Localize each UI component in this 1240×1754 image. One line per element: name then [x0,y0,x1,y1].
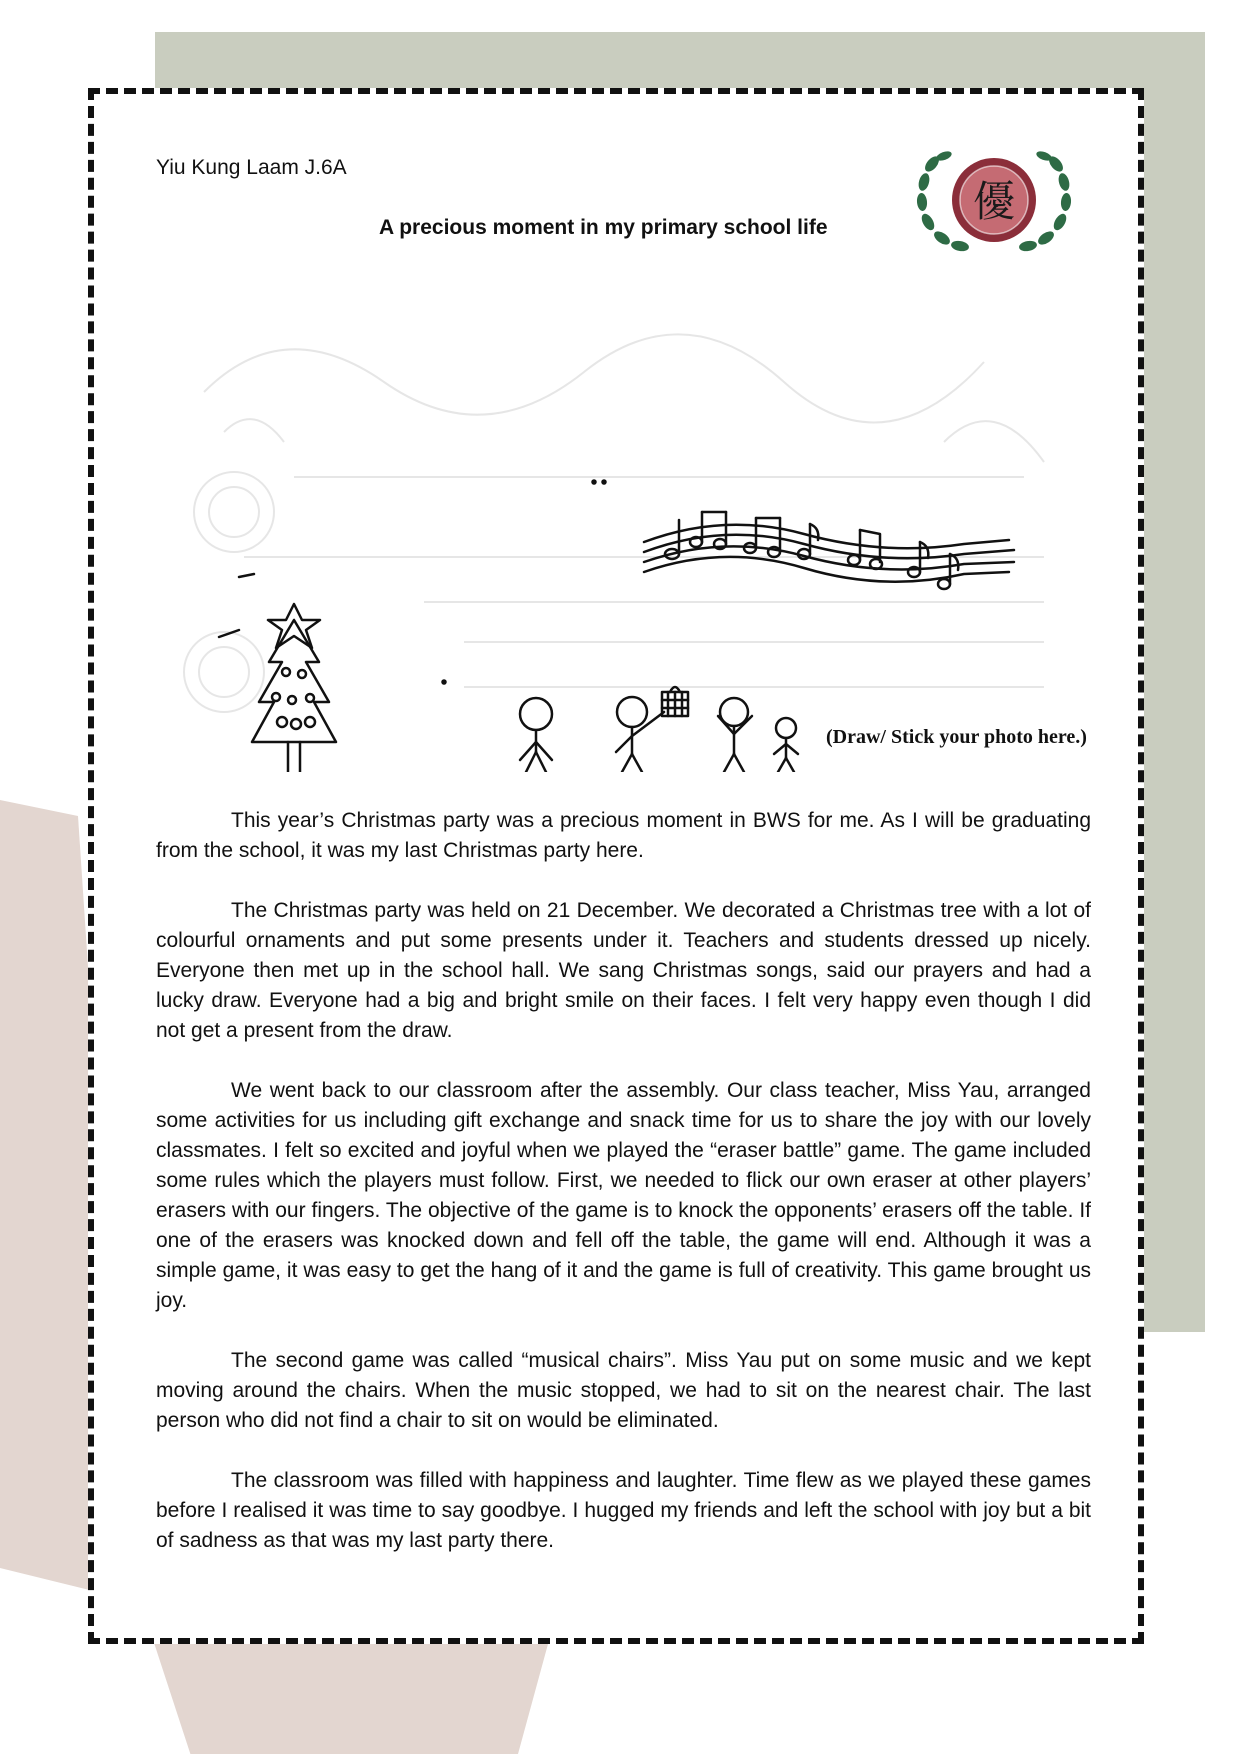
essay-card [88,88,1144,1644]
essay-paragraph: The Christmas party was held on 21 December. We decorated a Christmas tree with a lot of colourful ornaments and put some presents under it. Teachers and students dressed up nicely. Everyone then met up in the school hall. We sang Christmas songs, said our prayers and had a lucky draw. Everyone had a big and bright smile on their faces. I felt very happy even though I did not get a present from the draw. [156,899,1091,1042]
essay-paragraph: This year’s Christmas party was a precious moment in BWS for me. As I will be graduating from the school, it was my last Christmas party here. [156,809,1091,862]
photo-caption: (Draw/ Stick your photo here.) [826,726,1087,748]
christmas-party-drawing [164,272,1084,772]
seal-character: 優 [972,177,1016,226]
essay-title: A precious moment in my primary school life [379,216,828,239]
essay-paragraph: We went back to our classroom after the assembly. Our class teacher, Miss Yau, arranged some activities for us including gift exchange and snack time for us to share the joy with our lovely classmates. I felt so excited and joyful when we played the “eraser battle” game. The game included some rules which the players must follow. First, we needed to flick our own eraser at other players’ erasers with our fingers. The objective of the game is to knock the opponents’ erasers off the table. If one of the erasers was knocked down and fell off the table, the game will end. Although it was a simple game, it was easy to get the hang of it and the game is full of creativity. This game brought us joy. [156,1079,1091,1312]
essay-body [156,806,1091,1586]
author-line: Yiu Kung Laam J.6A [156,156,347,179]
essay-paragraph: The classroom was filled with happiness and laughter. Time flew as we played these games before I realised it was time to say goodbye. I hugged my friends and left the school with joy but a bit of sadness as that was my last party there. [156,1469,1091,1552]
essay-paragraph: The second game was called “musical chairs”. Miss Yau put on some music and we kept moving around the chairs. When the music stopped, we had to sit on the nearest chair. The last person who did not find a chair to sit on would be eliminated. [156,1349,1091,1432]
excellence-seal-icon [904,134,1084,264]
